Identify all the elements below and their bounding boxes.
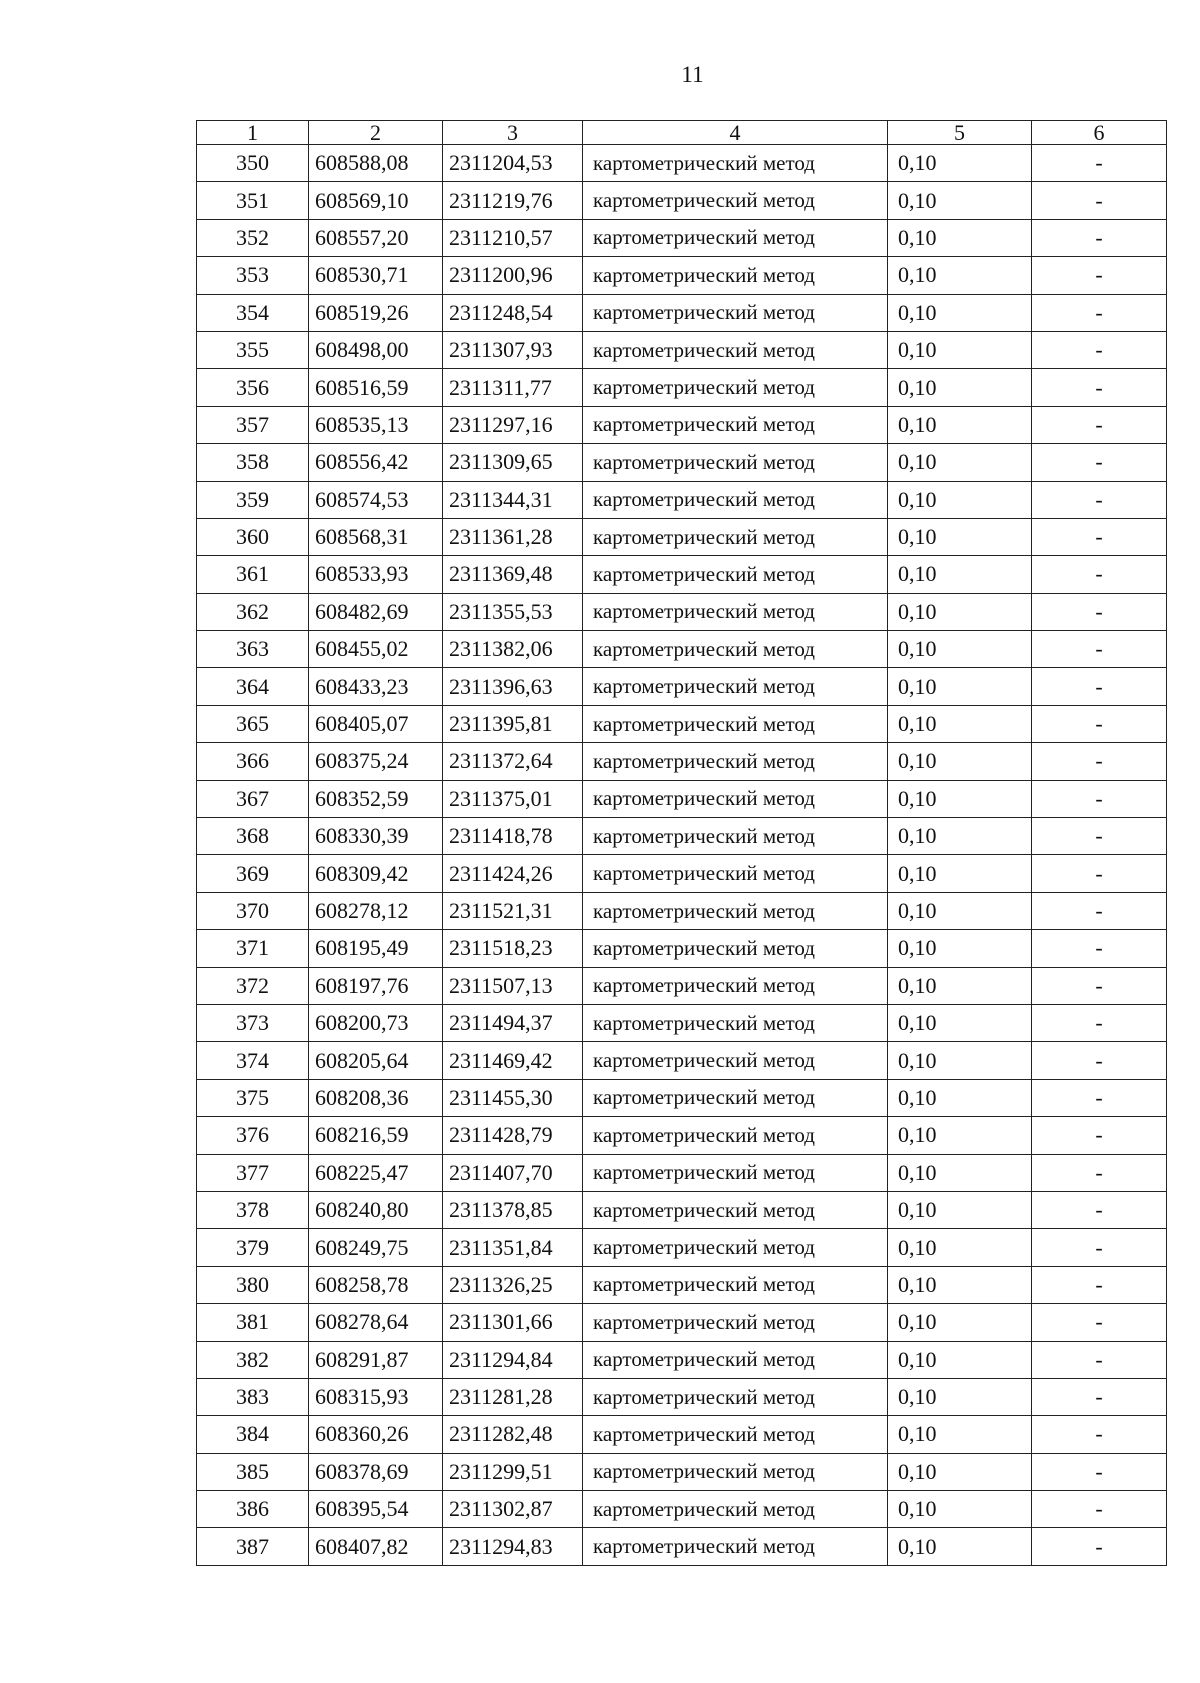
note-cell: - (1032, 930, 1167, 967)
point-number-cell: 350 (197, 145, 309, 182)
method-cell: картометрический метод (583, 743, 888, 780)
point-number-cell: 365 (197, 705, 309, 742)
column-header: 4 (583, 121, 888, 145)
method-cell: картометрический метод (583, 705, 888, 742)
y-coordinate-cell: 2311361,28 (443, 518, 583, 555)
y-coordinate-cell: 2311219,76 (443, 182, 583, 219)
table-row (197, 967, 1167, 1004)
method-cell: картометрический метод (583, 1079, 888, 1116)
note-cell: - (1032, 331, 1167, 368)
x-coordinate-cell: 608315,93 (309, 1378, 443, 1415)
x-coordinate-cell: 608360,26 (309, 1416, 443, 1453)
note-cell: - (1032, 1266, 1167, 1303)
method-cell: картометрический метод (583, 1154, 888, 1191)
x-coordinate-cell: 608291,87 (309, 1341, 443, 1378)
method-cell: картометрический метод (583, 967, 888, 1004)
y-coordinate-cell: 2311297,16 (443, 406, 583, 443)
y-coordinate-cell: 2311282,48 (443, 1416, 583, 1453)
x-coordinate-cell: 608208,36 (309, 1079, 443, 1116)
table-row (197, 1453, 1167, 1490)
table-row (197, 1266, 1167, 1303)
point-number-cell: 351 (197, 182, 309, 219)
method-cell: картометрический метод (583, 1304, 888, 1341)
note-cell: - (1032, 444, 1167, 481)
accuracy-cell: 0,10 (888, 892, 1032, 929)
x-coordinate-cell: 608240,80 (309, 1191, 443, 1228)
x-coordinate-cell: 608498,00 (309, 331, 443, 368)
table-row (197, 257, 1167, 294)
x-coordinate-cell: 608574,53 (309, 481, 443, 518)
table-row (197, 1304, 1167, 1341)
x-coordinate-cell: 608225,47 (309, 1154, 443, 1191)
y-coordinate-cell: 2311301,66 (443, 1304, 583, 1341)
x-coordinate-cell: 608433,23 (309, 668, 443, 705)
note-cell: - (1032, 705, 1167, 742)
table-row (197, 593, 1167, 630)
note-cell: - (1032, 1453, 1167, 1490)
method-cell: картометрический метод (583, 1416, 888, 1453)
method-cell: картометрический метод (583, 556, 888, 593)
y-coordinate-cell: 2311521,31 (443, 892, 583, 929)
note-cell: - (1032, 182, 1167, 219)
table-row (197, 481, 1167, 518)
point-number-cell: 374 (197, 1042, 309, 1079)
table-row (197, 219, 1167, 256)
point-number-cell: 366 (197, 743, 309, 780)
table-row (197, 331, 1167, 368)
point-number-cell: 364 (197, 668, 309, 705)
y-coordinate-cell: 2311378,85 (443, 1191, 583, 1228)
accuracy-cell: 0,10 (888, 331, 1032, 368)
accuracy-cell: 0,10 (888, 1117, 1032, 1154)
method-cell: картометрический метод (583, 1004, 888, 1041)
point-number-cell: 359 (197, 481, 309, 518)
note-cell: - (1032, 1042, 1167, 1079)
coordinates-table-container (196, 120, 1166, 1566)
point-number-cell: 370 (197, 892, 309, 929)
point-number-cell: 376 (197, 1117, 309, 1154)
y-coordinate-cell: 2311518,23 (443, 930, 583, 967)
note-cell: - (1032, 780, 1167, 817)
accuracy-cell: 0,10 (888, 1341, 1032, 1378)
y-coordinate-cell: 2311281,28 (443, 1378, 583, 1415)
method-cell: картометрический метод (583, 444, 888, 481)
method-cell: картометрический метод (583, 818, 888, 855)
y-coordinate-cell: 2311294,83 (443, 1528, 583, 1565)
accuracy-cell: 0,10 (888, 668, 1032, 705)
accuracy-cell: 0,10 (888, 818, 1032, 855)
accuracy-cell: 0,10 (888, 406, 1032, 443)
table-row (197, 668, 1167, 705)
accuracy-cell: 0,10 (888, 1191, 1032, 1228)
x-coordinate-cell: 608482,69 (309, 593, 443, 630)
accuracy-cell: 0,10 (888, 855, 1032, 892)
method-cell: картометрический метод (583, 1528, 888, 1565)
note-cell: - (1032, 1154, 1167, 1191)
note-cell: - (1032, 668, 1167, 705)
method-cell: картометрический метод (583, 1341, 888, 1378)
table-row (197, 743, 1167, 780)
note-cell: - (1032, 1416, 1167, 1453)
method-cell: картометрический метод (583, 780, 888, 817)
y-coordinate-cell: 2311396,63 (443, 668, 583, 705)
point-number-cell: 380 (197, 1266, 309, 1303)
y-coordinate-cell: 2311248,54 (443, 294, 583, 331)
coordinates-table (196, 120, 1167, 1566)
table-row (197, 1042, 1167, 1079)
note-cell: - (1032, 1491, 1167, 1528)
table-row (197, 631, 1167, 668)
point-number-cell: 363 (197, 631, 309, 668)
point-number-cell: 360 (197, 518, 309, 555)
note-cell: - (1032, 1378, 1167, 1415)
y-coordinate-cell: 2311469,42 (443, 1042, 583, 1079)
x-coordinate-cell: 608200,73 (309, 1004, 443, 1041)
column-header: 6 (1032, 121, 1167, 145)
accuracy-cell: 0,10 (888, 593, 1032, 630)
column-header: 5 (888, 121, 1032, 145)
x-coordinate-cell: 608216,59 (309, 1117, 443, 1154)
x-coordinate-cell: 608330,39 (309, 818, 443, 855)
table-row (197, 518, 1167, 555)
point-number-cell: 352 (197, 219, 309, 256)
method-cell: картометрический метод (583, 1378, 888, 1415)
accuracy-cell: 0,10 (888, 1378, 1032, 1415)
note-cell: - (1032, 1229, 1167, 1266)
note-cell: - (1032, 518, 1167, 555)
x-coordinate-cell: 608568,31 (309, 518, 443, 555)
method-cell: картометрический метод (583, 481, 888, 518)
point-number-cell: 375 (197, 1079, 309, 1116)
x-coordinate-cell: 608569,10 (309, 182, 443, 219)
accuracy-cell: 0,10 (888, 631, 1032, 668)
y-coordinate-cell: 2311204,53 (443, 145, 583, 182)
accuracy-cell: 0,10 (888, 1528, 1032, 1565)
table-row (197, 1004, 1167, 1041)
y-coordinate-cell: 2311351,84 (443, 1229, 583, 1266)
accuracy-cell: 0,10 (888, 1079, 1032, 1116)
accuracy-cell: 0,10 (888, 145, 1032, 182)
note-cell: - (1032, 1079, 1167, 1116)
x-coordinate-cell: 608395,54 (309, 1491, 443, 1528)
method-cell: картометрический метод (583, 1191, 888, 1228)
point-number-cell: 368 (197, 818, 309, 855)
y-coordinate-cell: 2311210,57 (443, 219, 583, 256)
note-cell: - (1032, 818, 1167, 855)
point-number-cell: 379 (197, 1229, 309, 1266)
method-cell: картометрический метод (583, 294, 888, 331)
point-number-cell: 385 (197, 1453, 309, 1490)
y-coordinate-cell: 2311382,06 (443, 631, 583, 668)
table-row (197, 855, 1167, 892)
method-cell: картометрический метод (583, 1491, 888, 1528)
x-coordinate-cell: 608278,64 (309, 1304, 443, 1341)
column-header: 1 (197, 121, 309, 145)
point-number-cell: 383 (197, 1378, 309, 1415)
note-cell: - (1032, 855, 1167, 892)
note-cell: - (1032, 369, 1167, 406)
y-coordinate-cell: 2311309,65 (443, 444, 583, 481)
method-cell: картометрический метод (583, 1453, 888, 1490)
note-cell: - (1032, 1117, 1167, 1154)
point-number-cell: 362 (197, 593, 309, 630)
method-cell: картометрический метод (583, 1229, 888, 1266)
point-number-cell: 377 (197, 1154, 309, 1191)
x-coordinate-cell: 608352,59 (309, 780, 443, 817)
y-coordinate-cell: 2311302,87 (443, 1491, 583, 1528)
method-cell: картометрический метод (583, 219, 888, 256)
method-cell: картометрический метод (583, 331, 888, 368)
note-cell: - (1032, 257, 1167, 294)
note-cell: - (1032, 1528, 1167, 1565)
table-row (197, 145, 1167, 182)
x-coordinate-cell: 608375,24 (309, 743, 443, 780)
y-coordinate-cell: 2311407,70 (443, 1154, 583, 1191)
accuracy-cell: 0,10 (888, 1229, 1032, 1266)
note-cell: - (1032, 892, 1167, 929)
x-coordinate-cell: 608530,71 (309, 257, 443, 294)
table-row (197, 1416, 1167, 1453)
method-cell: картометрический метод (583, 406, 888, 443)
y-coordinate-cell: 2311395,81 (443, 705, 583, 742)
accuracy-cell: 0,10 (888, 743, 1032, 780)
table-row (197, 1154, 1167, 1191)
accuracy-cell: 0,10 (888, 556, 1032, 593)
x-coordinate-cell: 608519,26 (309, 294, 443, 331)
y-coordinate-cell: 2311418,78 (443, 818, 583, 855)
point-number-cell: 387 (197, 1528, 309, 1565)
accuracy-cell: 0,10 (888, 1154, 1032, 1191)
table-row (197, 818, 1167, 855)
x-coordinate-cell: 608249,75 (309, 1229, 443, 1266)
point-number-cell: 356 (197, 369, 309, 406)
note-cell: - (1032, 1191, 1167, 1228)
method-cell: картометрический метод (583, 892, 888, 929)
accuracy-cell: 0,10 (888, 1453, 1032, 1490)
method-cell: картометрический метод (583, 518, 888, 555)
table-row (197, 1378, 1167, 1415)
column-header: 2 (309, 121, 443, 145)
accuracy-cell: 0,10 (888, 967, 1032, 1004)
y-coordinate-cell: 2311375,01 (443, 780, 583, 817)
note-cell: - (1032, 967, 1167, 1004)
point-number-cell: 378 (197, 1191, 309, 1228)
table-row (197, 182, 1167, 219)
table-row (197, 1229, 1167, 1266)
point-number-cell: 369 (197, 855, 309, 892)
x-coordinate-cell: 608533,93 (309, 556, 443, 593)
accuracy-cell: 0,10 (888, 1266, 1032, 1303)
x-coordinate-cell: 608455,02 (309, 631, 443, 668)
point-number-cell: 381 (197, 1304, 309, 1341)
method-cell: картометрический метод (583, 668, 888, 705)
x-coordinate-cell: 608378,69 (309, 1453, 443, 1490)
table-row (197, 1117, 1167, 1154)
method-cell: картометрический метод (583, 1042, 888, 1079)
x-coordinate-cell: 608405,07 (309, 705, 443, 742)
accuracy-cell: 0,10 (888, 1304, 1032, 1341)
y-coordinate-cell: 2311428,79 (443, 1117, 583, 1154)
note-cell: - (1032, 219, 1167, 256)
accuracy-cell: 0,10 (888, 294, 1032, 331)
table-row (197, 1528, 1167, 1565)
accuracy-cell: 0,10 (888, 1004, 1032, 1041)
accuracy-cell: 0,10 (888, 1042, 1032, 1079)
method-cell: картометрический метод (583, 631, 888, 668)
x-coordinate-cell: 608556,42 (309, 444, 443, 481)
point-number-cell: 373 (197, 1004, 309, 1041)
note-cell: - (1032, 556, 1167, 593)
x-coordinate-cell: 608197,76 (309, 967, 443, 1004)
x-coordinate-cell: 608205,64 (309, 1042, 443, 1079)
accuracy-cell: 0,10 (888, 705, 1032, 742)
accuracy-cell: 0,10 (888, 518, 1032, 555)
accuracy-cell: 0,10 (888, 1491, 1032, 1528)
y-coordinate-cell: 2311307,93 (443, 331, 583, 368)
accuracy-cell: 0,10 (888, 257, 1032, 294)
table-header-row (197, 121, 1167, 145)
note-cell: - (1032, 406, 1167, 443)
table-row (197, 705, 1167, 742)
x-coordinate-cell: 608588,08 (309, 145, 443, 182)
note-cell: - (1032, 481, 1167, 518)
y-coordinate-cell: 2311507,13 (443, 967, 583, 1004)
table-row (197, 1491, 1167, 1528)
method-cell: картометрический метод (583, 369, 888, 406)
x-coordinate-cell: 608309,42 (309, 855, 443, 892)
method-cell: картометрический метод (583, 593, 888, 630)
table-row (197, 780, 1167, 817)
x-coordinate-cell: 608535,13 (309, 406, 443, 443)
method-cell: картометрический метод (583, 1117, 888, 1154)
page-number: 11 (681, 62, 704, 87)
y-coordinate-cell: 2311326,25 (443, 1266, 583, 1303)
accuracy-cell: 0,10 (888, 182, 1032, 219)
method-cell: картометрический метод (583, 182, 888, 219)
method-cell: картометрический метод (583, 145, 888, 182)
table-row (197, 556, 1167, 593)
column-header: 3 (443, 121, 583, 145)
point-number-cell: 353 (197, 257, 309, 294)
point-number-cell: 372 (197, 967, 309, 1004)
table-row (197, 1191, 1167, 1228)
note-cell: - (1032, 294, 1167, 331)
table-row (197, 930, 1167, 967)
accuracy-cell: 0,10 (888, 1416, 1032, 1453)
y-coordinate-cell: 2311372,64 (443, 743, 583, 780)
point-number-cell: 355 (197, 331, 309, 368)
table-row (197, 406, 1167, 443)
table-row (197, 444, 1167, 481)
note-cell: - (1032, 145, 1167, 182)
y-coordinate-cell: 2311494,37 (443, 1004, 583, 1041)
accuracy-cell: 0,10 (888, 444, 1032, 481)
y-coordinate-cell: 2311299,51 (443, 1453, 583, 1490)
note-cell: - (1032, 1304, 1167, 1341)
method-cell: картометрический метод (583, 930, 888, 967)
x-coordinate-cell: 608557,20 (309, 219, 443, 256)
y-coordinate-cell: 2311294,84 (443, 1341, 583, 1378)
accuracy-cell: 0,10 (888, 930, 1032, 967)
table-row (197, 1341, 1167, 1378)
table-row (197, 294, 1167, 331)
x-coordinate-cell: 608516,59 (309, 369, 443, 406)
table-row (197, 1079, 1167, 1116)
x-coordinate-cell: 608278,12 (309, 892, 443, 929)
y-coordinate-cell: 2311200,96 (443, 257, 583, 294)
accuracy-cell: 0,10 (888, 369, 1032, 406)
y-coordinate-cell: 2311369,48 (443, 556, 583, 593)
x-coordinate-cell: 608195,49 (309, 930, 443, 967)
point-number-cell: 367 (197, 780, 309, 817)
point-number-cell: 384 (197, 1416, 309, 1453)
note-cell: - (1032, 743, 1167, 780)
note-cell: - (1032, 593, 1167, 630)
point-number-cell: 358 (197, 444, 309, 481)
point-number-cell: 382 (197, 1341, 309, 1378)
y-coordinate-cell: 2311355,53 (443, 593, 583, 630)
table-row (197, 369, 1167, 406)
point-number-cell: 357 (197, 406, 309, 443)
method-cell: картометрический метод (583, 855, 888, 892)
method-cell: картометрический метод (583, 257, 888, 294)
table-body (197, 145, 1167, 1566)
point-number-cell: 386 (197, 1491, 309, 1528)
accuracy-cell: 0,10 (888, 219, 1032, 256)
accuracy-cell: 0,10 (888, 481, 1032, 518)
y-coordinate-cell: 2311424,26 (443, 855, 583, 892)
method-cell: картометрический метод (583, 1266, 888, 1303)
table-row (197, 892, 1167, 929)
note-cell: - (1032, 1004, 1167, 1041)
y-coordinate-cell: 2311344,31 (443, 481, 583, 518)
point-number-cell: 354 (197, 294, 309, 331)
accuracy-cell: 0,10 (888, 780, 1032, 817)
point-number-cell: 361 (197, 556, 309, 593)
x-coordinate-cell: 608258,78 (309, 1266, 443, 1303)
y-coordinate-cell: 2311311,77 (443, 369, 583, 406)
point-number-cell: 371 (197, 930, 309, 967)
note-cell: - (1032, 1341, 1167, 1378)
note-cell: - (1032, 631, 1167, 668)
x-coordinate-cell: 608407,82 (309, 1528, 443, 1565)
y-coordinate-cell: 2311455,30 (443, 1079, 583, 1116)
